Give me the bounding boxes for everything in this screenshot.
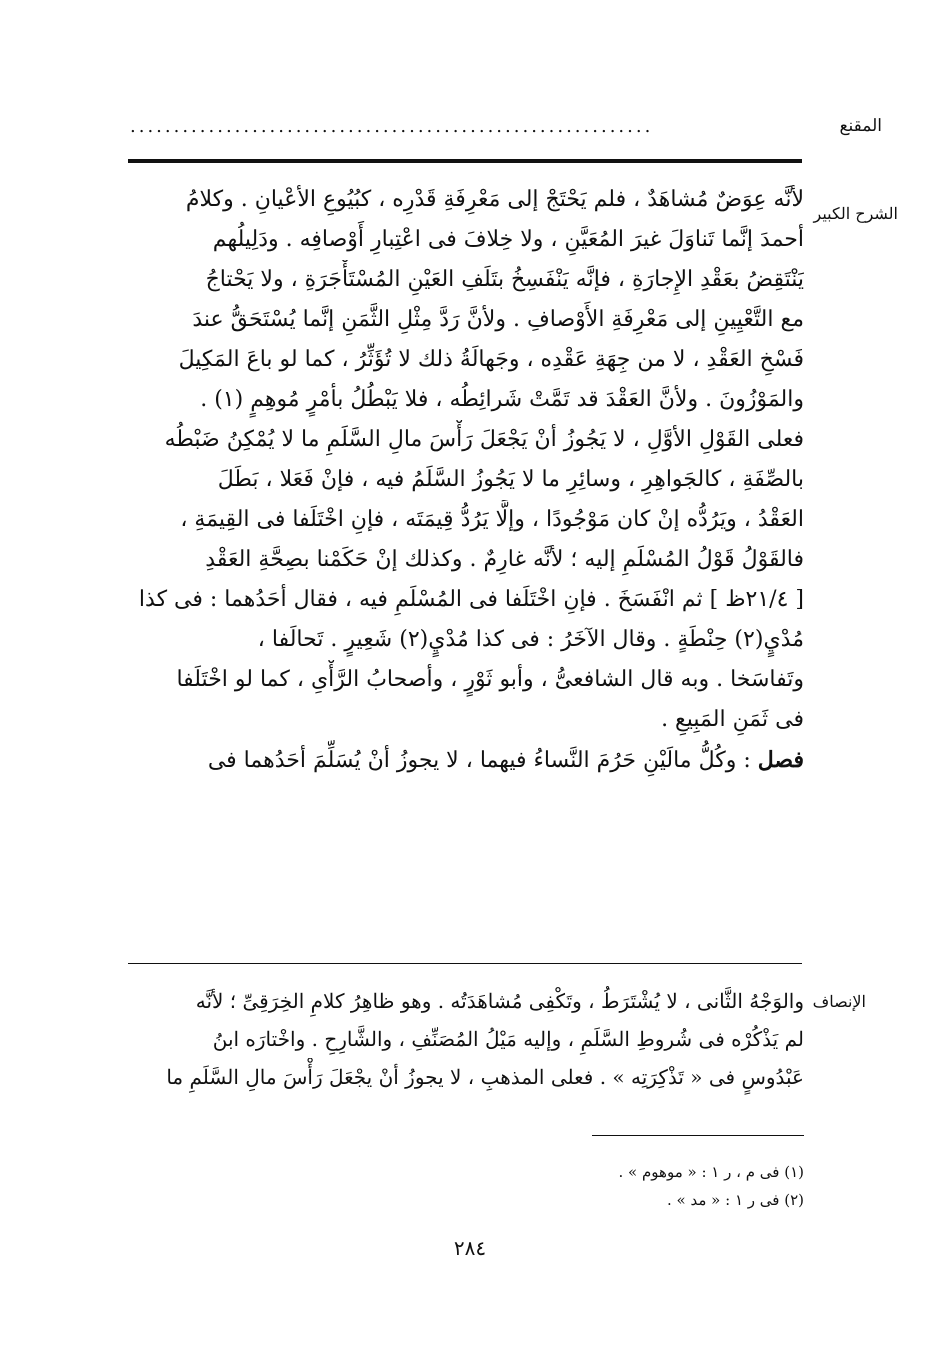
insaf-line: عَبْدُوسٍ فى « تَذْكِرَتِه » . فعلى المذهبِ ، لا يجوزُ أنْ يجْعَلَ رَأْسَ مالِ السَّلَمِ ما [166,1065,804,1089]
footnote: (٢) فى ر ١ : « مد » . [667,1191,804,1209]
running-title: المقنع [839,116,882,136]
insaf-line: والوَجْهُ الثَّانى ، لا يُشْتَرَطُ ، وتَكْفِى مُشاهَدَتُه . وهو ظاهِرُ كلامِ الخِرَقِىِّ ؛ لأنَّه [195,989,804,1013]
page-number: ٢٨٤ [453,1236,487,1260]
sharh-line: بالصِّفَةِ ، كالجَواهِرِ ، وسائِرِ ما لا يَجُوزُ السَّلَمُ فيه ، فإنْ فَعَلا ، بَطَلَ [217,467,804,492]
sharh-line: والمَوْزُونَ . ولأنَّ العَقْدَ قد تَمَّتْ شَرائِطُه ، فلا يَبْطُلُ بأمْرٍ مُوهِمٍ (١) . [200,387,804,412]
insaf-text [126,982,804,1096]
section-divider [128,963,802,964]
header-rule [128,159,802,163]
sharh-line: مُدْيٍ(٢) حِنْطَةٍ . وقال الآخَرُ : فى كذا مُدْيٍ(٢) شَعِيرٍ . تَحالَفا ، [257,627,804,652]
fasl-heading: فصل [757,747,804,773]
footnote: (١) فى م ، ر ١ : « موهوم » . [618,1163,804,1181]
header-dots: ............................................................ [130,116,654,136]
sharh-line: وتَفاسَخا . وبه قال الشافعىُّ ، وأبو ثَوْرٍ ، وأصحابُ الرَّأْىِ ، كما لو اخْتَلَفا [176,667,804,692]
sharh-line: أحمدَ إنَّما تَناوَلَ غيرَ المُعَيَّنِ ، ولا خِلافَ فى اعْتِبارِ أَوْصافِه . ودَلِيلُهم [212,227,804,252]
footnotes [300,1158,804,1214]
sharh-text [126,180,804,780]
sharh-line: فالقَوْلُ قَوْلُ المُسْلَمِ إليه ؛ لأنَّه غارِمٌ . وكذلك إنْ حَكَمْنا بصِحَّةِ العَقْدِ [205,547,804,572]
footnote-rule [592,1135,804,1136]
sharh-line: فى ثَمَنِ المَبِيعِ . [661,707,804,732]
sharh-line: فعلى القَوْلِ الأوَّلِ ، لا يَجُوزُ أنْ يَجْعَلَ رَأْسَ مالِ السَّلَمِ ما لا يُمْكِنُ ضَبْطُه [164,427,804,452]
sharh-line: لأنَّه عِوَضٌ مُشاهَدٌ ، فلم يَحْتَجْ إلى مَعْرِفَةِ قَدْرِه ، كبُيُوعِ الأعْيانِ . وكلامُ [185,187,804,212]
sharh-line: [ ٢١/٤ظ ] ثم انْفَسَخَ . فإنِ اخْتَلَفا فى المُسْلَمِ فيه ، فقال أحَدُهما : فى كذا [138,587,804,612]
fasl-text: : وكُلُّ مالَيْنِ حَرُمَ النَّساءُ فيهما ، لا يجوزُ أنْ يُسَلِّمَ أحَدُهما فى [207,748,758,773]
sharh-label: الشرح الكبير [813,204,898,223]
sharh-line: فَسْخِ العَقْدِ ، لا من جِهَةِ عَقْدِه ، وجَهالَةُ ذلك لا تُؤَثِّرُ ، كما لو باعَ المَكِيلَ [178,347,804,372]
insaf-line: لم يَذْكُرْه فى شُروطِ السَّلَمِ ، وإليه مَيْلُ المُصَنِّفِ ، والشَّارِحِ . واخْتارَه ابنُ [212,1027,804,1051]
sharh-line: العَقْدُ ، ويَرُدُّه إنْ كان مَوْجُودًا ، وإلَّا يَرُدُّ قِيمَتَه ، فإنِ اخْتَلَفا فى القِيمَةِ ، [180,507,804,532]
sharh-line: مع التَّعْيِينِ إلى مَعْرِفَةِ الأَوْصافِ . ولأنَّ رَدَّ مِثْلِ الثَّمَنِ إنَّما يُسْتَحَقُّ عندَ [192,307,804,332]
sharh-line: يَنْتَقِضُ بعَقْدِ الإِجارَةِ ، فإنَّه يَنْفَسِخُ بتَلَفِ العَيْنِ المُسْتَأْجَرَةِ ، ولا يَحْتاجُ [205,267,804,292]
fasl-line [126,740,804,780]
insaf-label: الإنصاف [812,992,866,1011]
